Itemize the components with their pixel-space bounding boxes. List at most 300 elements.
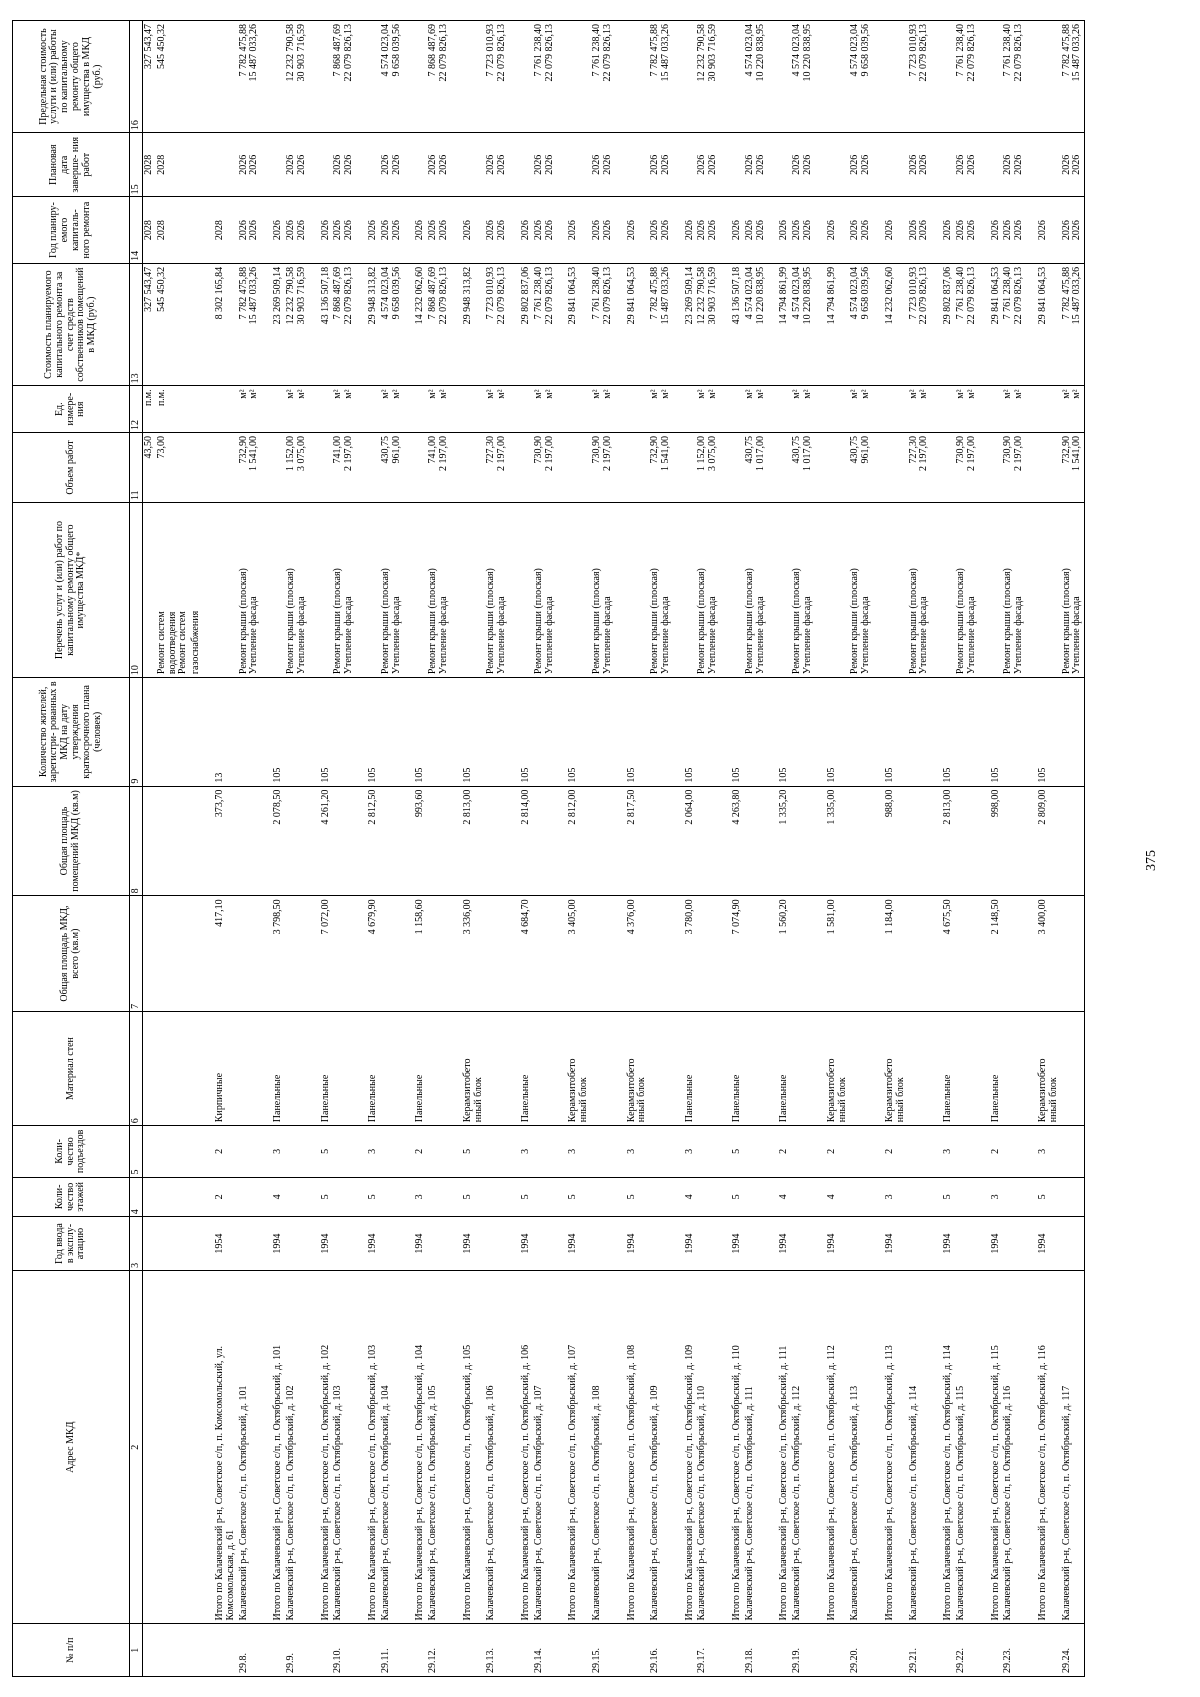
spacer-cell	[509, 1217, 520, 1271]
row-number	[567, 1624, 591, 1677]
volume-cell-line: 1 152,00	[284, 436, 296, 472]
spacer-cell	[309, 263, 320, 386]
wall-material-cell	[520, 1011, 533, 1125]
volume-cell-line: 730,90	[955, 436, 967, 464]
repair-year-cell-line: 2026	[683, 220, 695, 241]
repair-year-cell	[214, 197, 238, 264]
address-cell	[1061, 1270, 1085, 1624]
completion-date-cell-line: 2026	[849, 154, 861, 175]
cost-cell-line: 10 220 838,95	[802, 266, 814, 325]
volume-cell	[485, 433, 509, 503]
limit-cost-cell-line: 22 079 826,13	[343, 24, 355, 82]
address-cell	[942, 1270, 955, 1624]
premises-area-cell	[744, 786, 768, 896]
spacer-cell	[1026, 786, 1037, 896]
address-cell-line: Калачевский р-н, Советское с/п, п. Октябрьский, д. 111	[743, 1386, 755, 1621]
limit-cost-cell	[684, 21, 697, 133]
unit-cell	[1002, 386, 1026, 433]
total-area-cell: 4 679,90	[367, 896, 380, 1012]
wall-material-cell	[567, 1011, 591, 1125]
completion-date-cell	[1002, 133, 1026, 197]
total-area-cell: 4 376,00	[626, 896, 650, 1012]
volume-cell-line: 1 541,00	[248, 436, 260, 472]
completion-date-cell-line: 2026	[743, 154, 755, 175]
spacer-cell	[615, 133, 626, 197]
repair-year-cell-line: 2028	[213, 220, 225, 241]
year-built-cell: 1994	[520, 1217, 533, 1271]
repair-year-cell-line: 2026	[791, 220, 803, 241]
total-area-cell	[285, 896, 309, 1012]
completion-date-cell-line: 2026	[791, 154, 803, 175]
completion-date-cell-line: 2026	[543, 154, 555, 175]
wall-material-cell	[156, 1011, 190, 1125]
wall-material-cell	[272, 1011, 285, 1125]
volume-cell	[744, 433, 768, 503]
repair-year-cell	[190, 197, 203, 264]
cost-cell	[380, 263, 404, 386]
spacer-cell	[673, 197, 684, 264]
unit-cell-line: м²	[659, 389, 671, 399]
year-built-cell	[744, 1217, 768, 1271]
works-list-cell-line: Ремонт крыши (плоская)	[907, 568, 919, 675]
unit-cell-line: м²	[1002, 389, 1014, 399]
column-header-1: № п/п	[13, 1624, 130, 1677]
spacer-cell	[931, 1177, 942, 1217]
repair-year-cell	[1002, 197, 1026, 264]
wall-material-cell	[591, 1011, 615, 1125]
unit-cell-line: м²	[965, 389, 977, 399]
completion-date-cell	[591, 133, 615, 197]
floors-cell	[238, 1177, 262, 1217]
column-header-10: Перечень услуг и (или) работ по капитальному ремонту общего имущества МКД*	[13, 503, 130, 678]
completion-date-cell-line: 2026	[295, 154, 307, 175]
unit-cell-line: м²	[496, 389, 508, 399]
repair-year-cell	[485, 197, 509, 264]
address-cell-line: Калачевский р-н, Советское с/п, п. Октябрьский, д. 107	[532, 1385, 544, 1621]
entrances-cell: 2	[826, 1126, 850, 1177]
spacer-cell	[615, 1217, 626, 1271]
spacer-cell	[931, 1270, 942, 1624]
floors-cell	[696, 1177, 720, 1217]
cost-cell-line: 23 269 509,14	[683, 266, 695, 325]
repair-year-cell-line: 2026	[802, 220, 814, 241]
column-number: 15	[130, 133, 143, 197]
spacer-cell	[1026, 1011, 1037, 1125]
unit-cell	[414, 386, 427, 433]
residents-cell: 105	[462, 678, 486, 787]
spacer-cell	[509, 433, 520, 503]
total-area-cell: 3 400,00	[1037, 896, 1061, 1012]
total-area-cell	[143, 896, 156, 1012]
spacer-cell	[673, 1177, 684, 1217]
completion-date-cell	[791, 133, 815, 197]
completion-date-cell-line: 2026	[343, 154, 355, 175]
limit-cost-cell	[826, 21, 850, 133]
cost-cell	[884, 263, 908, 386]
spacer-cell	[979, 1126, 990, 1177]
address-cell-line: Калачевский р-н, Советское с/п, п. Октябрьский, д. 112	[791, 1385, 803, 1621]
unit-cell	[214, 386, 238, 433]
spacer-cell	[356, 1011, 367, 1125]
column-number: 5	[130, 1126, 143, 1177]
works-list-cell	[567, 503, 591, 678]
year-built-cell	[190, 1217, 203, 1271]
limit-cost-cell	[285, 21, 309, 133]
wall-material-cell-line: Керамзитобето	[884, 1058, 896, 1123]
spacer-cell	[509, 21, 520, 133]
column-header-9: Количество жителей, зарегистри- рованных в МКД на дату утверждения краткосрочного плана (человек)	[13, 678, 130, 787]
spacer-cell	[309, 1126, 320, 1177]
wall-material-cell	[285, 1011, 309, 1125]
spacer-cell	[556, 1270, 567, 1624]
wall-material-cell	[367, 1011, 380, 1125]
limit-cost-cell	[849, 21, 873, 133]
volume-cell	[332, 433, 356, 503]
spacer-cell	[203, 503, 214, 678]
works-list-cell-line: Утепление фасада	[659, 596, 671, 675]
spacer-cell	[556, 678, 567, 787]
spacer-cell	[403, 21, 414, 133]
repair-year-cell-line: 2026	[731, 220, 743, 241]
address-cell-line: Итого по Калачевский р-н, Советское с/п, п. Октябрьский, д. 101	[272, 1344, 284, 1621]
completion-date-cell	[380, 133, 404, 197]
spacer-cell	[509, 386, 520, 433]
limit-cost-cell-line: 327 543,47	[143, 24, 154, 69]
spacer-cell	[451, 133, 462, 197]
item-row	[427, 21, 451, 1677]
row-number	[684, 1624, 697, 1677]
cost-cell	[285, 263, 309, 386]
spacer-cell	[203, 678, 214, 787]
limit-cost-cell-line: 22 079 826,13	[601, 24, 613, 82]
item-row	[791, 21, 815, 1677]
works-list-cell-line: Утепление фасада	[1013, 596, 1025, 675]
year-built-cell: 1994	[320, 1217, 333, 1271]
spacer-cell	[720, 1126, 731, 1177]
spacer-cell	[309, 1624, 320, 1677]
unit-cell	[272, 386, 285, 433]
wall-material-cell-line: нный блок	[636, 1077, 648, 1123]
spacer-cell	[1026, 896, 1037, 1012]
spacer-cell	[556, 1126, 567, 1177]
completion-date-cell	[696, 133, 720, 197]
spacer-cell	[451, 21, 462, 133]
address-cell	[826, 1270, 850, 1624]
works-list-cell-line: Утепление фасада	[295, 596, 307, 675]
item-row	[533, 21, 557, 1677]
spacer-cell	[203, 786, 214, 896]
cost-cell-line: 327 543,47	[143, 266, 154, 312]
spacer-cell	[767, 678, 778, 787]
spacer-cell	[873, 1126, 884, 1177]
cost-cell	[849, 263, 873, 386]
wall-material-cell-line: Панельные	[778, 1074, 790, 1123]
row-number	[731, 1624, 744, 1677]
completion-date-cell	[156, 133, 190, 197]
row-number	[367, 1624, 380, 1677]
total-area-cell: 417,10	[214, 896, 238, 1012]
volume-cell	[955, 433, 979, 503]
repair-year-cell-line: 2026	[1013, 220, 1025, 241]
wall-material-cell-line: Кирпичные	[213, 1072, 225, 1123]
address-cell	[849, 1270, 873, 1624]
entrances-cell	[908, 1126, 932, 1177]
wall-material-cell	[238, 1011, 262, 1125]
total-row	[520, 21, 533, 1677]
total-area-cell	[791, 896, 815, 1012]
completion-date-cell-line: 2026	[860, 154, 872, 175]
completion-date-cell-line: 2026	[237, 154, 249, 175]
premises-area-cell	[332, 786, 356, 896]
limit-cost-cell-line: 10 220 838,95	[754, 24, 766, 82]
wall-material-cell	[485, 1011, 509, 1125]
completion-date-cell	[626, 133, 650, 197]
premises-area-cell: 2 812,00	[567, 786, 591, 896]
volume-cell-line: 730,90	[1002, 436, 1014, 464]
spacer-cell	[979, 433, 990, 503]
address-cell	[380, 1270, 404, 1624]
cost-cell	[626, 263, 650, 386]
year-built-cell	[955, 1217, 979, 1271]
wall-material-cell	[684, 1011, 697, 1125]
spacer-cell	[615, 1126, 626, 1177]
residents-cell: 13	[214, 678, 238, 787]
premises-area-cell: 1 335,00	[826, 786, 850, 896]
cost-cell-line: 4 574 023,04	[379, 266, 391, 320]
spacer-cell	[1026, 386, 1037, 433]
works-list-cell	[414, 503, 427, 678]
residents-cell	[849, 678, 873, 787]
cost-cell	[942, 263, 955, 386]
entrances-cell: 2	[778, 1126, 791, 1177]
wall-material-cell-line: Панельные	[989, 1074, 1001, 1123]
item-row	[696, 21, 720, 1677]
unit-cell	[696, 386, 720, 433]
volume-cell	[238, 433, 262, 503]
unit-cell	[626, 386, 650, 433]
works-list-cell	[520, 503, 533, 678]
spacer-cell	[979, 786, 990, 896]
spacer-cell	[720, 1011, 731, 1125]
entrances-cell	[332, 1126, 356, 1177]
address-cell	[1002, 1270, 1026, 1624]
limit-cost-cell	[190, 21, 203, 133]
residents-cell	[744, 678, 768, 787]
spacer-row	[203, 21, 214, 1677]
completion-date-cell	[520, 133, 533, 197]
works-list-cell-line: Утепление фасада	[496, 596, 508, 675]
spacer-cell	[720, 1624, 731, 1677]
cost-cell-line: 15 487 033,26	[248, 266, 260, 325]
cost-cell	[744, 263, 768, 386]
wall-material-cell	[320, 1011, 333, 1125]
premises-area-cell: 1 335,20	[778, 786, 791, 896]
spacer-cell	[615, 21, 626, 133]
completion-date-cell	[214, 133, 238, 197]
spacer-row	[673, 21, 684, 1677]
total-area-cell	[696, 896, 720, 1012]
spacer-cell	[815, 1011, 826, 1125]
spacer-cell	[203, 1177, 214, 1217]
completion-date-cell-line: 2026	[1002, 154, 1014, 175]
cost-cell	[826, 263, 850, 386]
address-cell-line: Калачевский р-н, Советское с/п, п. Октябрьский, д. 108	[590, 1385, 602, 1621]
address-cell-line: Итого по Калачевский р-н, Советское с/п, п. Октябрьский, д. 107	[567, 1344, 579, 1621]
residents-cell	[190, 678, 203, 787]
limit-cost-cell-line: 15 487 033,26	[659, 24, 671, 82]
cost-cell	[649, 263, 673, 386]
completion-date-cell-line: 2026	[379, 154, 391, 175]
spacer-row	[873, 21, 884, 1677]
row-number	[414, 1624, 427, 1677]
completion-date-cell-line: 2026	[485, 154, 497, 175]
address-cell	[367, 1270, 380, 1624]
address-cell-line: Итого по Калачевский р-н, Советское с/п, п. Октябрьский, д. 103	[366, 1344, 378, 1621]
spacer-cell	[261, 21, 272, 133]
limit-cost-cell-line: 4 574 023,04	[379, 24, 391, 77]
address-cell	[285, 1270, 309, 1624]
spacer-row	[815, 21, 826, 1677]
column-header-8: Общая площадь помещений МКД (кв.м)	[13, 786, 130, 896]
spacer-cell	[556, 21, 567, 133]
volume-cell	[696, 433, 720, 503]
total-area-cell: 1 560,20	[778, 896, 791, 1012]
entrances-cell: 3	[567, 1126, 591, 1177]
repair-year-cell-line: 2026	[379, 220, 391, 241]
entrances-cell	[591, 1126, 615, 1177]
works-list-cell	[320, 503, 333, 678]
works-list-cell	[955, 503, 979, 678]
spacer-cell	[1026, 1624, 1037, 1677]
limit-cost-cell-line: 10 220 838,95	[802, 24, 814, 82]
year-built-cell: 1994	[462, 1217, 486, 1271]
year-built-cell: 1994	[731, 1217, 744, 1271]
floors-cell: 2	[214, 1177, 238, 1217]
cost-cell-line: 12 232 790,58	[696, 266, 708, 325]
spacer-cell	[673, 1217, 684, 1271]
floors-cell	[332, 1177, 356, 1217]
repair-year-cell-line: 2026	[237, 220, 249, 241]
repair-year-cell-line: 2026	[860, 220, 872, 241]
row-number: 29.14.	[533, 1624, 557, 1677]
item-row	[744, 21, 768, 1677]
spacer-cell	[615, 503, 626, 678]
total-area-cell	[156, 896, 190, 1012]
spacer-cell	[673, 263, 684, 386]
spacer-cell	[509, 263, 520, 386]
spacer-cell	[979, 1217, 990, 1271]
wall-material-cell-line: Панельные	[683, 1074, 695, 1123]
premises-area-cell	[791, 786, 815, 896]
cost-cell	[567, 263, 591, 386]
volume-cell-line: 732,90	[237, 436, 249, 464]
repair-year-cell-line: 2026	[778, 220, 790, 241]
volume-cell	[791, 433, 815, 503]
spacer-cell	[403, 678, 414, 787]
unit-cell-line: м²	[955, 389, 967, 399]
volume-cell-line: 961,00	[390, 436, 402, 464]
cost-cell	[214, 263, 238, 386]
spacer-cell	[815, 1270, 826, 1624]
spacer-cell	[673, 433, 684, 503]
spacer-cell	[509, 197, 520, 264]
unit-cell	[533, 386, 557, 433]
address-cell	[649, 1270, 673, 1624]
volume-cell	[684, 433, 697, 503]
entrances-cell	[380, 1126, 404, 1177]
row-number	[990, 1624, 1003, 1677]
address-cell-line: Калачевский р-н, Советское с/п, п. Октябрьский, д. 114	[907, 1385, 919, 1621]
limit-cost-cell	[380, 21, 404, 133]
spacer-cell	[720, 386, 731, 433]
spacer-cell	[931, 1624, 942, 1677]
address-cell-line: Итого по Калачевский р-н, Советское с/п, п. Октябрьский, д. 112	[825, 1345, 837, 1621]
premises-area-cell	[143, 786, 156, 896]
address-cell	[332, 1270, 356, 1624]
item-row	[649, 21, 673, 1677]
limit-cost-cell-line: 12 232 790,58	[284, 24, 296, 82]
repair-year-cell	[649, 197, 673, 264]
repair-year-cell-line: 2026	[942, 220, 954, 241]
completion-date-cell-line: 2026	[907, 154, 919, 175]
floors-cell: 5	[1037, 1177, 1061, 1217]
cost-cell-line: 7 723 010,93	[907, 266, 919, 320]
completion-date-cell-line: 2026	[437, 154, 449, 175]
cost-cell-line: 14 794 861,99	[825, 266, 837, 325]
limit-cost-cell-line: 545 450,32	[155, 24, 167, 69]
spacer-cell	[873, 433, 884, 503]
unit-cell	[908, 386, 932, 433]
unit-cell-line: м²	[590, 389, 602, 399]
works-list-cell	[1061, 503, 1085, 678]
row-number	[320, 1624, 333, 1677]
spacer-cell	[931, 433, 942, 503]
column-number: 9	[130, 678, 143, 787]
completion-date-cell-line: 2026	[659, 154, 671, 175]
works-list-cell	[380, 503, 404, 678]
premises-area-cell	[285, 786, 309, 896]
spacer-cell	[356, 503, 367, 678]
cost-cell	[908, 263, 932, 386]
premises-area-cell: 2 812,50	[367, 786, 380, 896]
completion-date-cell-line: 2026	[1060, 154, 1072, 175]
premises-area-cell: 988,00	[884, 786, 908, 896]
spacer-row	[261, 21, 272, 1677]
volume-cell	[731, 433, 744, 503]
address-cell	[778, 1270, 791, 1624]
floors-cell	[380, 1177, 404, 1217]
total-row	[942, 21, 955, 1677]
item-row	[285, 21, 309, 1677]
address-cell	[462, 1270, 486, 1624]
premises-area-cell: 4 263,80	[731, 786, 744, 896]
spacer-row	[309, 21, 320, 1677]
spacer-cell	[815, 786, 826, 896]
completion-date-cell	[485, 133, 509, 197]
spacer-cell	[309, 21, 320, 133]
page-number: 375	[1144, 850, 1159, 871]
spacer-cell	[203, 1624, 214, 1677]
spacer-cell	[979, 133, 990, 197]
repair-year-cell-line: 2026	[590, 220, 602, 241]
repair-year-cell-line: 2026	[272, 220, 284, 241]
total-area-cell	[955, 896, 979, 1012]
repair-year-cell	[380, 197, 404, 264]
total-row	[884, 21, 908, 1677]
spacer-cell	[556, 1217, 567, 1271]
premises-area-cell	[955, 786, 979, 896]
unit-cell	[990, 386, 1003, 433]
